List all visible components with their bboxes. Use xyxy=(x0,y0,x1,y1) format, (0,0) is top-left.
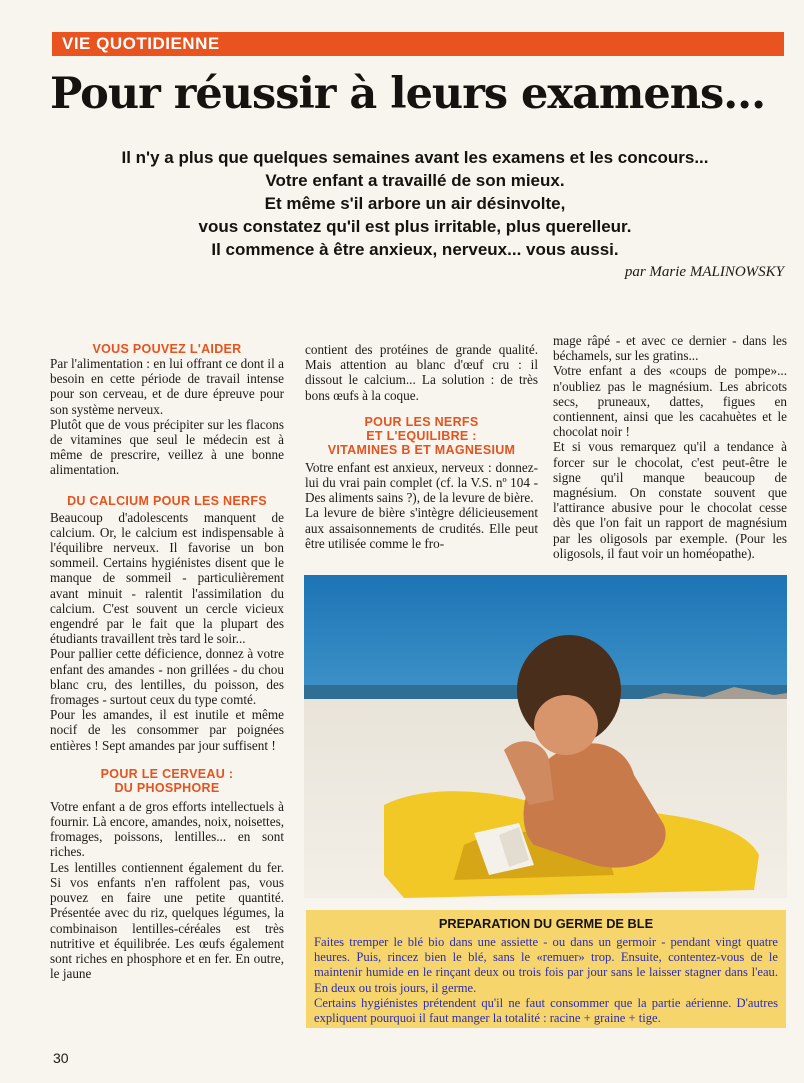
section-heading: POUR LE CERVEAU : xyxy=(100,766,234,781)
paragraph: contient des protéines de grande qualité. Mais attention au blanc d'œuf cru : il dissout le calcium... La solution : de très bons œufs à la coque. xyxy=(305,342,538,403)
paragraph: mage râpé - et avec ce dernier - dans les béchamels, sur les gratins... xyxy=(553,333,787,364)
section-heading: ET L'EQUILIBRE : xyxy=(366,428,477,443)
page-title: Pour réussir à leurs examens... xyxy=(50,69,766,119)
intro-line: Votre enfant a travaillé de son mieux. xyxy=(265,171,565,190)
paragraph: Votre enfant a des «coups de pompe»... n'oubliez pas le magnésium. Les abricots secs, pruneaux, dattes, figues en contiennent, ainsi que les cacahuètes et le chocolat noir ! xyxy=(553,363,787,440)
section-label: VIE QUOTIDIENNE xyxy=(62,34,220,53)
section-heading: VOUS POUVEZ L'AIDER xyxy=(92,342,242,356)
intro-line: vous constatez qu'il est plus irritable, plus querelleur. xyxy=(198,217,632,236)
paragraph: La levure de bière s'intègre délicieusement aux assaisonnements de crudités. Elle peut être utilisée comme le fro- xyxy=(305,505,538,551)
section-banner xyxy=(52,32,784,56)
recipe-box-text: Certains hygiénistes prétendent qu'il ne faut consommer que la partie aérienne. D'autres expliquent pourquoi il faut manger la totalité : racine + graine + tige. xyxy=(314,995,778,1026)
byline: par Marie MALINOWSKY xyxy=(624,264,784,280)
paragraph: Pour les amandes, il est inutile et même nocif de les consommer par poignées entières ! Sept amandes par jour suffisent ! xyxy=(50,707,284,753)
section-heading: VITAMINES B ET MAGNESIUM xyxy=(327,442,516,457)
paragraph: Par l'alimentation : en lui offrant ce dont il a besoin en cette période de travail intense pour son cerveau, et de dure épreuve pour son système nerveux. xyxy=(50,356,284,417)
paragraph: Pour pallier cette déficience, donnez à votre enfant des amandes - non grillées - du chou blanc cru, des lentilles, du poisson, des fromages - surtout ceux du type comté. xyxy=(50,646,284,708)
intro-paragraph xyxy=(40,146,790,261)
page-number: 30 xyxy=(53,1050,69,1066)
recipe-box-title: PREPARATION DU GERME DE BLE xyxy=(438,916,654,931)
paragraph: Les lentilles contiennent également du fer. Si vos enfants n'en raffolent pas, vous pouvez en faire une petite quantité. Présentée avec du riz, quelques légumes, la combinaison lentilles-céréales est très nutritive et équilibrée. Les œufs également sont riches en phosphore et en fer. En outre, le jaune xyxy=(50,859,284,982)
article-column-2 xyxy=(305,342,538,551)
paragraph: Votre enfant est anxieux, nerveux : donnez-lui du vrai pain complet (cf. la V.S. nº 104 - Des aliments sains ?), de la levure de bière. xyxy=(305,459,538,506)
article-column-1 xyxy=(50,342,284,981)
section-heading: DU PHOSPHORE xyxy=(114,780,220,795)
section-heading: POUR LES NERFS xyxy=(364,414,479,429)
paragraph: Votre enfant a de gros efforts intellectuels à fournir. Là encore, amandes, noix, noisettes, fromages, poissons, lentilles... en sont riches. xyxy=(50,798,284,860)
recipe-box xyxy=(306,910,786,1028)
beach-photo xyxy=(304,575,787,898)
beach-photo-illustration xyxy=(304,575,787,898)
paragraph: Plutôt que de vous précipiter sur les flacons de vitamines que seul le médecin est à même de prescrire, veillez à une bonne alimentation. xyxy=(50,416,284,478)
section-heading: DU CALCIUM POUR LES NERFS xyxy=(67,493,267,508)
paragraph: Beaucoup d'adolescents manquent de calcium. Or, le calcium est indispensable à l'équilibre nerveux. Il favorise un bon sommeil. Certains hygiénistes disent que le manque de sommeil - particulièrement avant minuit - ralentit l'assimilation du calcium. C'est souvent un cercle vicieux engendré par le fait que la plupart des étudiants travaillent très tard le soir... xyxy=(50,509,284,647)
intro-line: Il commence à être anxieux, nerveux... vous aussi. xyxy=(211,240,619,259)
intro-line: Il n'y a plus que quelques semaines avant les examens et les concours... xyxy=(121,148,709,167)
article-column-3 xyxy=(553,333,787,561)
paragraph: Et si vous remarquez qu'il a tendance à forcer sur le chocolat, c'est peut-être le signe qu'il manque beaucoup de magnésium. On constate souvent que l'attirance abusive pour le chocolat cesse dès que l'on fait un rapport de magnésium par les oligosols par exemple. (Pour les oligosols, il faut voir un homéopathe). xyxy=(553,439,787,561)
recipe-box-text: Faites tremper le blé bio dans une assiette - ou dans un germoir - pendant vingt quatre heures. Puis, rincez bien le blé, sans le «remuer» trop. Ensuite, contentez-vous de le maintenir humide en le rinçant deux ou trois fois par jour sans le laisser stagner dans l'eau. En deux ou trois jours, il germe. xyxy=(314,935,778,995)
intro-line: Et même s'il arbore un air désinvolte, xyxy=(264,194,566,213)
